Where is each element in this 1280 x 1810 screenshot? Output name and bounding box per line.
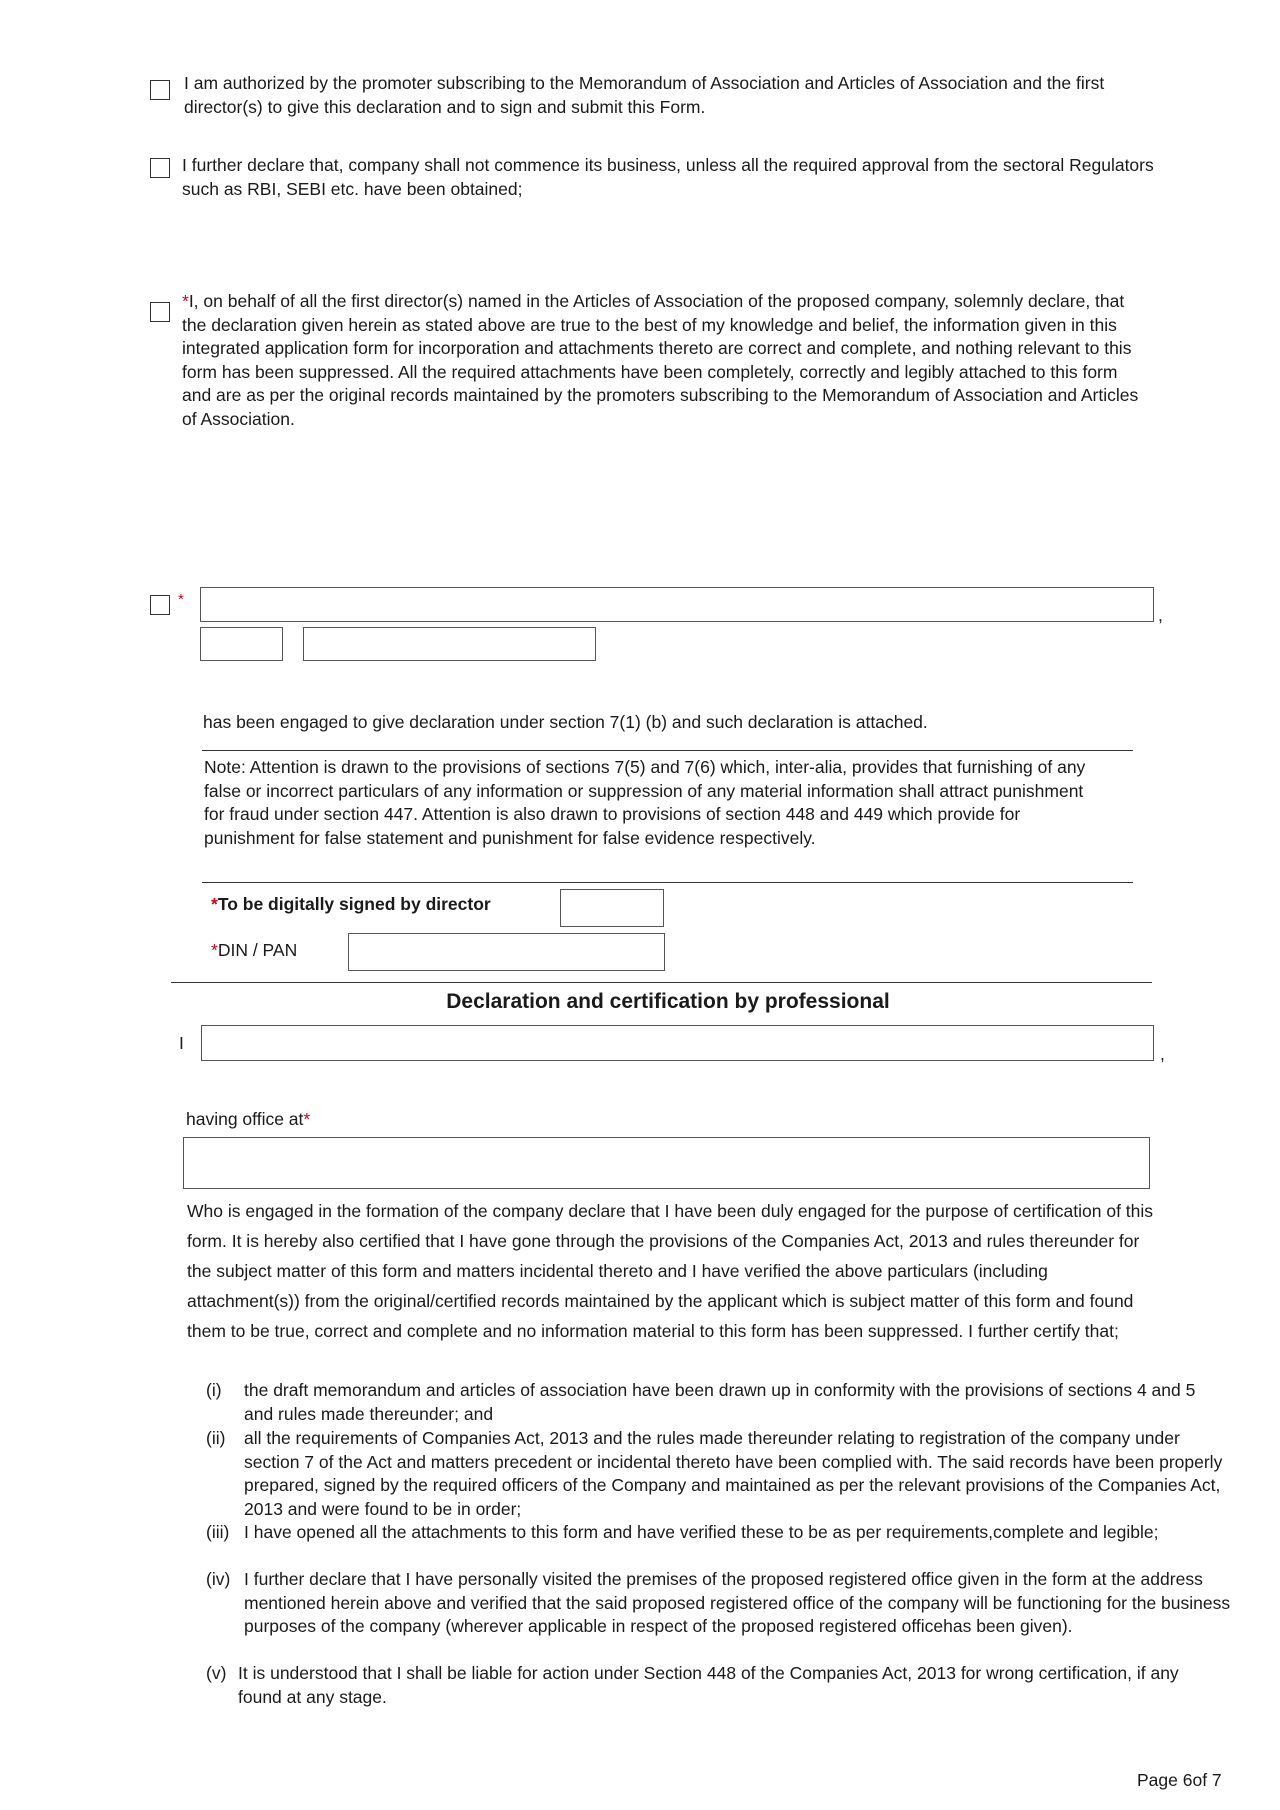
professional-engaged-checkbox[interactable] (150, 595, 170, 615)
list-item: (i) the draft memorandum and articles of association have been drawn up in conformity with the provisions of sections 4 and 5 and rules made thereunder; and (206, 1380, 1196, 1424)
comma-text: , (1160, 1044, 1165, 1064)
authorized-checkbox[interactable] (150, 80, 170, 100)
note-text: Note: Attention is drawn to the provisions of sections 7(5) and 7(6) which, inter-alia, provides that furnishing of any false or incorrect particulars of any information or suppression of any material information shall attract punishment for fraud under section 447. Attention is also drawn to provisions of section 448 and 449 which provide for punishment for false statement and punishment for false evidence respectively. (204, 757, 1086, 848)
list-item: (iii) I have opened all the attachments to this form and have verified these to be as per requirements,complete and legible; (206, 1522, 1159, 1542)
membership-number-input[interactable] (303, 627, 596, 661)
further-declare-text: I further declare that, company shall not commence its business, unless all the required approval from the sectoral Regulators such as RBI, SEBI etc. have been obtained; (182, 155, 1154, 199)
comma-text: , (1158, 605, 1163, 625)
required-asterisk: * (182, 291, 189, 311)
required-asterisk: * (178, 591, 184, 608)
list-item: (ii) all the requirements of Companies Act, 2013 and the rules made thereunder relating to registration of the company under section 7 of the Act and matters precedent or incidental thereto have been complied with. The said records have been properly prepared, signed by the required officers of the Company and maintained as per the relevant provisions of the Companies Act, 2013 and were found to be in order; (206, 1428, 1223, 1519)
professional-name-input[interactable] (200, 587, 1154, 622)
section-divider (171, 982, 1152, 983)
din-pan-input[interactable] (348, 933, 665, 971)
having-office-label: having office at* (186, 1109, 311, 1129)
divider (202, 750, 1133, 751)
certification-body-text: Who is engaged in the formation of the company declare that I have been duly engaged for the purpose of certification of this form. It is hereby also certified that I have gone through the provisions of the Companies Act, 2013 and rules thereunder for the subject matter of this form and matters incidental thereto and I have verified the above particulars (including attachment(s)) from the original/certified records maintained by the applicant which is subject matter of this form and found them to be true, correct and complete and no information material to this form has been suppressed. I further certify that; (187, 1201, 1154, 1341)
behalf-declaration-checkbox[interactable] (150, 302, 170, 322)
digital-signature-label: *To be digitally signed by director (211, 894, 491, 914)
authorized-declaration-text: I am authorized by the promoter subscribing to the Memorandum of Association and Articles of Association and the first director(s) to give this declaration and to sign and submit this Form. (184, 73, 1105, 117)
certification-heading: Declaration and certification by professional (446, 990, 890, 1013)
divider (202, 882, 1133, 883)
i-label: I (179, 1033, 184, 1053)
page-number: Page 6of 7 (1137, 1770, 1222, 1790)
list-item: (iv) I further declare that I have personally visited the premises of the proposed registered office given in the form at the address mentioned herein above and verified that the said proposed registered office of the company will be functioning for the business purposes of the company (wherever applicable in respect of the proposed registered officehas been given). (206, 1569, 1231, 1636)
professional-certifier-name-input[interactable] (201, 1025, 1154, 1061)
din-pan-label: *DIN / PAN (211, 940, 298, 960)
further-declare-checkbox[interactable] (150, 158, 170, 178)
list-item: (v) It is understood that I shall be liable for action under Section 448 of the Companies Act, 2013 for wrong certification, if any found at any stage. (206, 1663, 1179, 1707)
digital-signature-box[interactable] (560, 889, 664, 927)
office-address-input[interactable] (183, 1137, 1150, 1189)
professional-type-input[interactable] (200, 627, 283, 661)
behalf-declaration-text: *I, on behalf of all the first director(s) named in the Articles of Association of the proposed company, solemnly declare, that the declaration given herein as stated above are true to the best of my knowledge and belief, the information given in this integrated application form for incorporation and attachments thereto are correct and complete, and nothing relevant to this form has been suppressed. All the required attachments have been completely, correctly and legibly attached to this form and are as per the original records maintained by the promoters subscribing to the Memorandum of Association and Articles of Association. (182, 291, 1139, 429)
engaged-statement: has been engaged to give declaration under section 7(1) (b) and such declaration is attached. (203, 712, 928, 732)
